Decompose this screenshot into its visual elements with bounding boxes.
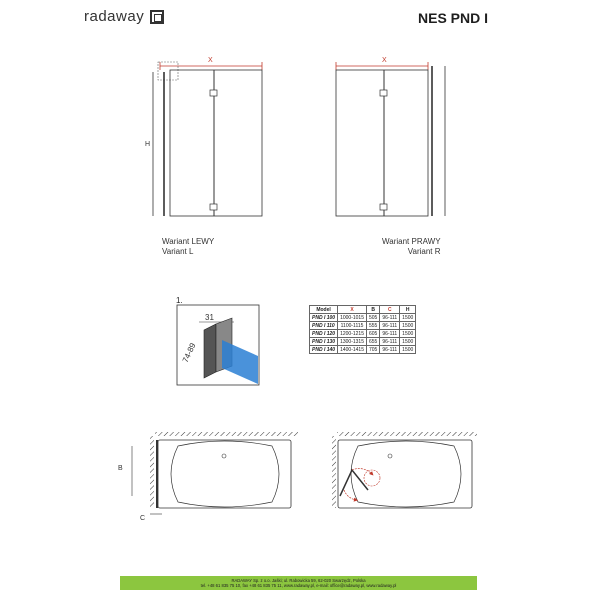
- table-cell: 605: [367, 330, 380, 338]
- table-header: C: [380, 306, 400, 314]
- front-view-right: [336, 57, 445, 216]
- product-title: NES PND I: [418, 10, 489, 26]
- table-cell: PND I 130: [310, 338, 338, 346]
- variant-left-label: [162, 237, 214, 257]
- table-header: H: [400, 306, 416, 314]
- table-header: X: [338, 306, 367, 314]
- hinge-top-left: [210, 90, 217, 96]
- table-header: Model: [310, 306, 338, 314]
- drain-right: [388, 454, 392, 458]
- wall-hatch-top-right: [337, 432, 477, 436]
- table-row: [310, 314, 416, 322]
- table-cell: 1300-1315: [338, 338, 367, 346]
- variant-right-line1: Wariant PRAWY: [382, 237, 441, 246]
- variant-left-line2: Variant L: [162, 247, 194, 256]
- table-cell: 505: [367, 314, 380, 322]
- footer-address: RADAWAY Sp. z o.o. Jaśki; ul. Rabowicka 59, 62-020 Swarzędz, Polska: [231, 578, 366, 583]
- detail-dimension-top: 31: [205, 313, 214, 322]
- table-cell: 1500: [400, 322, 416, 330]
- table-cell: 555: [367, 322, 380, 330]
- height-label-left: H: [145, 141, 151, 148]
- table-row: [310, 330, 416, 338]
- bathtub-basin-left: [171, 441, 279, 507]
- table-cell: 1400-1415: [338, 346, 367, 354]
- hinge-bottom-right: [380, 204, 387, 210]
- front-view-left: [145, 57, 262, 216]
- table-cell: 1200-1215: [338, 330, 367, 338]
- logo-text: radaway: [84, 8, 145, 25]
- table-cell: 655: [367, 338, 380, 346]
- table-cell: PND I 100: [310, 314, 338, 322]
- table-cell: 1500: [400, 314, 416, 322]
- variant-left-line1: Wariant LEWY: [162, 237, 215, 246]
- plan-view-left: [118, 432, 298, 522]
- detail-profile: [177, 305, 259, 385]
- dimension-b-label: B: [118, 465, 123, 472]
- table-cell: 1500: [400, 346, 416, 354]
- dimension-c-label: C: [140, 515, 146, 522]
- wall-profile-detail: [204, 324, 216, 378]
- bathtub-basin-right: [351, 441, 461, 507]
- table-row: [310, 338, 416, 346]
- footer-contact: tel. +48 61 835 75 10, fax +48 61 835 75 11, www.radaway.pl, e-mail: office@radaway.pl, www.radaway.pl: [200, 583, 397, 588]
- table-cell: 96-111: [380, 330, 400, 338]
- table-header-row: [310, 306, 416, 314]
- table-cell: 96-111: [380, 346, 400, 354]
- table-cell: PND I 110: [310, 322, 338, 330]
- table-cell: 96-111: [380, 322, 400, 330]
- wall-hatch-top-left: [155, 432, 298, 436]
- glass-detail: [222, 340, 258, 384]
- table-cell: 705: [367, 346, 380, 354]
- hinge-bottom-left: [210, 204, 217, 210]
- hinge-top-right: [380, 90, 387, 96]
- bathtub-outline-right: [338, 440, 472, 508]
- variant-right-label: [382, 237, 441, 257]
- table-row: [310, 346, 416, 354]
- table-cell: 1500: [400, 330, 416, 338]
- drain-left: [222, 454, 226, 458]
- detail-dimension-side: 74-89: [180, 341, 198, 364]
- table-cell: 96-111: [380, 314, 400, 322]
- wall-hatch-side-left: [150, 436, 154, 508]
- figure-number: 1.: [176, 296, 183, 305]
- table-row: [310, 322, 416, 330]
- dimensions-table: [309, 305, 416, 354]
- table-cell: 1100-1115: [338, 322, 367, 330]
- width-label-right: X: [382, 57, 387, 64]
- detail-circle-left: [158, 62, 178, 80]
- table-cell: 1500: [400, 338, 416, 346]
- plan-view-right: [332, 432, 477, 508]
- variant-right-line2: Variant R: [407, 247, 441, 256]
- footer-bar: [120, 576, 477, 590]
- width-label-left: X: [208, 57, 213, 64]
- bathtub-outline-left: [158, 440, 291, 508]
- table-cell: 1000-1015: [338, 314, 367, 322]
- table-cell: 96-111: [380, 338, 400, 346]
- wall-hatch-side-right: [332, 436, 336, 508]
- table-header: B: [367, 306, 380, 314]
- table-cell: PND I 140: [310, 346, 338, 354]
- table-cell: PND I 120: [310, 330, 338, 338]
